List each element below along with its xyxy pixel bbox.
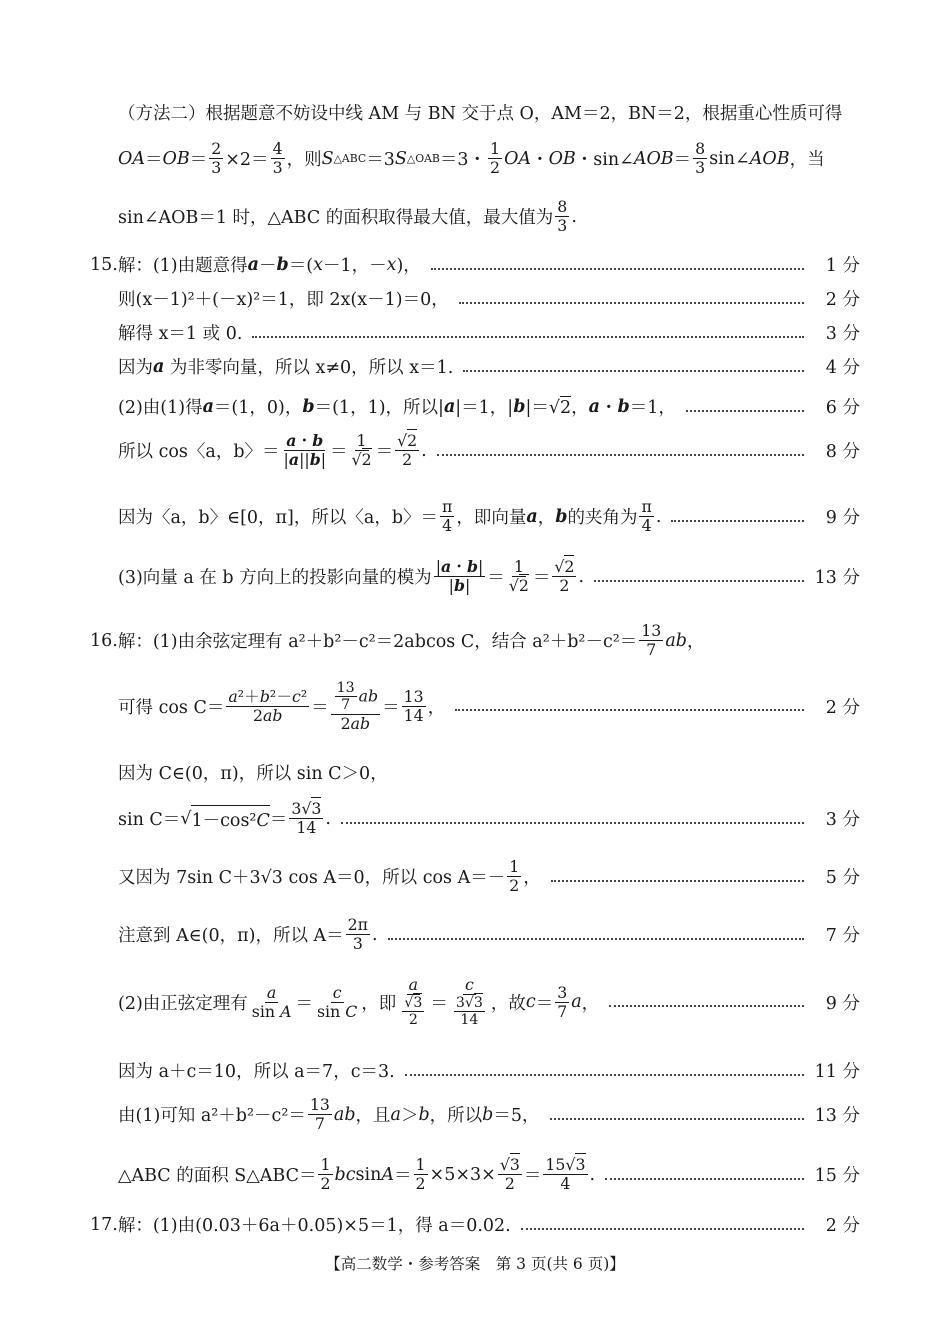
- q15-step1: 15. 解：(1)由题意得 a － b ＝( x －1，－ x )， 1 分: [90, 252, 860, 277]
- q15-step3: 解得 x＝1 或 0. 3 分: [118, 324, 860, 344]
- method2-line2: OA ＝ OB ＝ $\frac{2}{3}$ ×2＝ $\frac{4}{3}$ ，则 S △ABC ＝3 S △OAB ＝3・ $\frac{1}{2}$ OA ・ OB ・sin∠ AOB ＝ $\frac{8}{3}$ sin∠ AOB ，当: [118, 139, 825, 178]
- q16-step9: 由(1)可知 a²＋b²－c²＝ $\frac{13}{7}$ ab ，且 a ＞ b ，所以 b ＝5， 13 分: [118, 1095, 860, 1134]
- q16-step3: 因为 C∈(0，π)，所以 sin C＞0，: [118, 764, 388, 784]
- q15-step8: (3)向量 a 在 b 方向上的投影向量的模为 $\frac{|a・b|}{|b|}$ ＝ $\frac{1}{√2}$ ＝ $\frac{√2}{2}$ . 13 分: [118, 557, 860, 596]
- q16-step1: 16. 解：(1)由余弦定理有 a²＋b²－c²＝2abcos C，结合 a²＋b²－c²＝ $\frac{13}{7}$ ab ，: [90, 621, 705, 660]
- q15-step7: 因为〈a，b〉∈[0，π]，所以〈a，b〉＝ $\frac{\pi}{4}$ ，即向量 a ， b 的夹角为 $\frac{\pi}{4}$ . 9 分: [118, 497, 860, 536]
- q16-step4: sin C＝ √ 1－cos²C ＝ $\frac{3√3}{14}$ . 3 分: [118, 799, 860, 838]
- page-footer: 【高二数学・参考答案 第 3 页(共 6 页)】: [325, 1255, 625, 1273]
- q16-step10: △ABC 的面积 S△ABC＝ $\frac{1}{2}$ bc sin A ＝ $\frac{1}{2}$ ×5×3× $\frac{√3}{2}$ ＝ $\frac{15√3}{4}$ . 15 分: [118, 1155, 860, 1194]
- q16-step8: 因为 a＋c＝10，所以 a＝7，c＝3. 11 分: [118, 1062, 860, 1082]
- q15-step5: (2)由(1)得 a ＝(1，0)， b ＝(1，1)，所以| a |＝1，| b |＝√ 2 ， a ・ b ＝1， 6 分: [118, 396, 860, 418]
- q16-step5: 又因为 7sin C＋3√3 cos A＝0，所以 cos A＝－ $\frac{1}{2}$ ， 5 分: [118, 857, 860, 896]
- q17-step1: 17. 解：(1)由(0.03＋6a＋0.05)×5＝1，得 a＝0.02. 2 分: [90, 1214, 860, 1236]
- q16-step7: (2)由正弦定理有 $\frac{a}{\text{sin A}}$ ＝ $\frac{c}{\text{sin C}}$ ，即 $\frac{a}{\frac{√3}{2}}$ ＝ $\frac{c}{\frac{3√3}{14}}$ ，故 c ＝ $\frac{3}{7}$ a ， 9 分: [118, 975, 860, 1029]
- q16-step2: 可得 cos C＝ $\frac{\text{a²＋b²－c²}}{2ab}$ ＝ $\frac{13}{7}$ ab 2ab ＝ $\frac{13}{14}$ ， 2 分: [118, 680, 860, 733]
- q15-step4: 因为 a 为非零向量，所以 x≠0，所以 x＝1. 4 分: [118, 356, 860, 378]
- q16-step6: 注意到 A∈(0，π)，所以 A＝ $\frac{2\pi}{3}$ . 7 分: [118, 915, 860, 954]
- method2-line3: sin∠AOB＝1 时，△ABC 的面积取得最大值，最大值为 $\frac{8}{3}$ .: [118, 197, 577, 236]
- method2-line1: （方法二）根据题意不妨设中线 AM 与 BN 交于点 O，AM＝2，BN＝2，根据重心性质可得: [118, 104, 843, 124]
- q15-step6: 所以 cos〈a，b〉＝ $\frac{a・b}{|a||b|}$ ＝ $\frac{1}{√2}$ ＝ $\frac{√2}{2}$ . 8 分: [118, 431, 860, 470]
- q15-step2: 则(x－1)²＋(－x)²＝1，即 2x(x－1)＝0， 2 分: [118, 290, 860, 310]
- score: 1 分: [825, 256, 860, 276]
